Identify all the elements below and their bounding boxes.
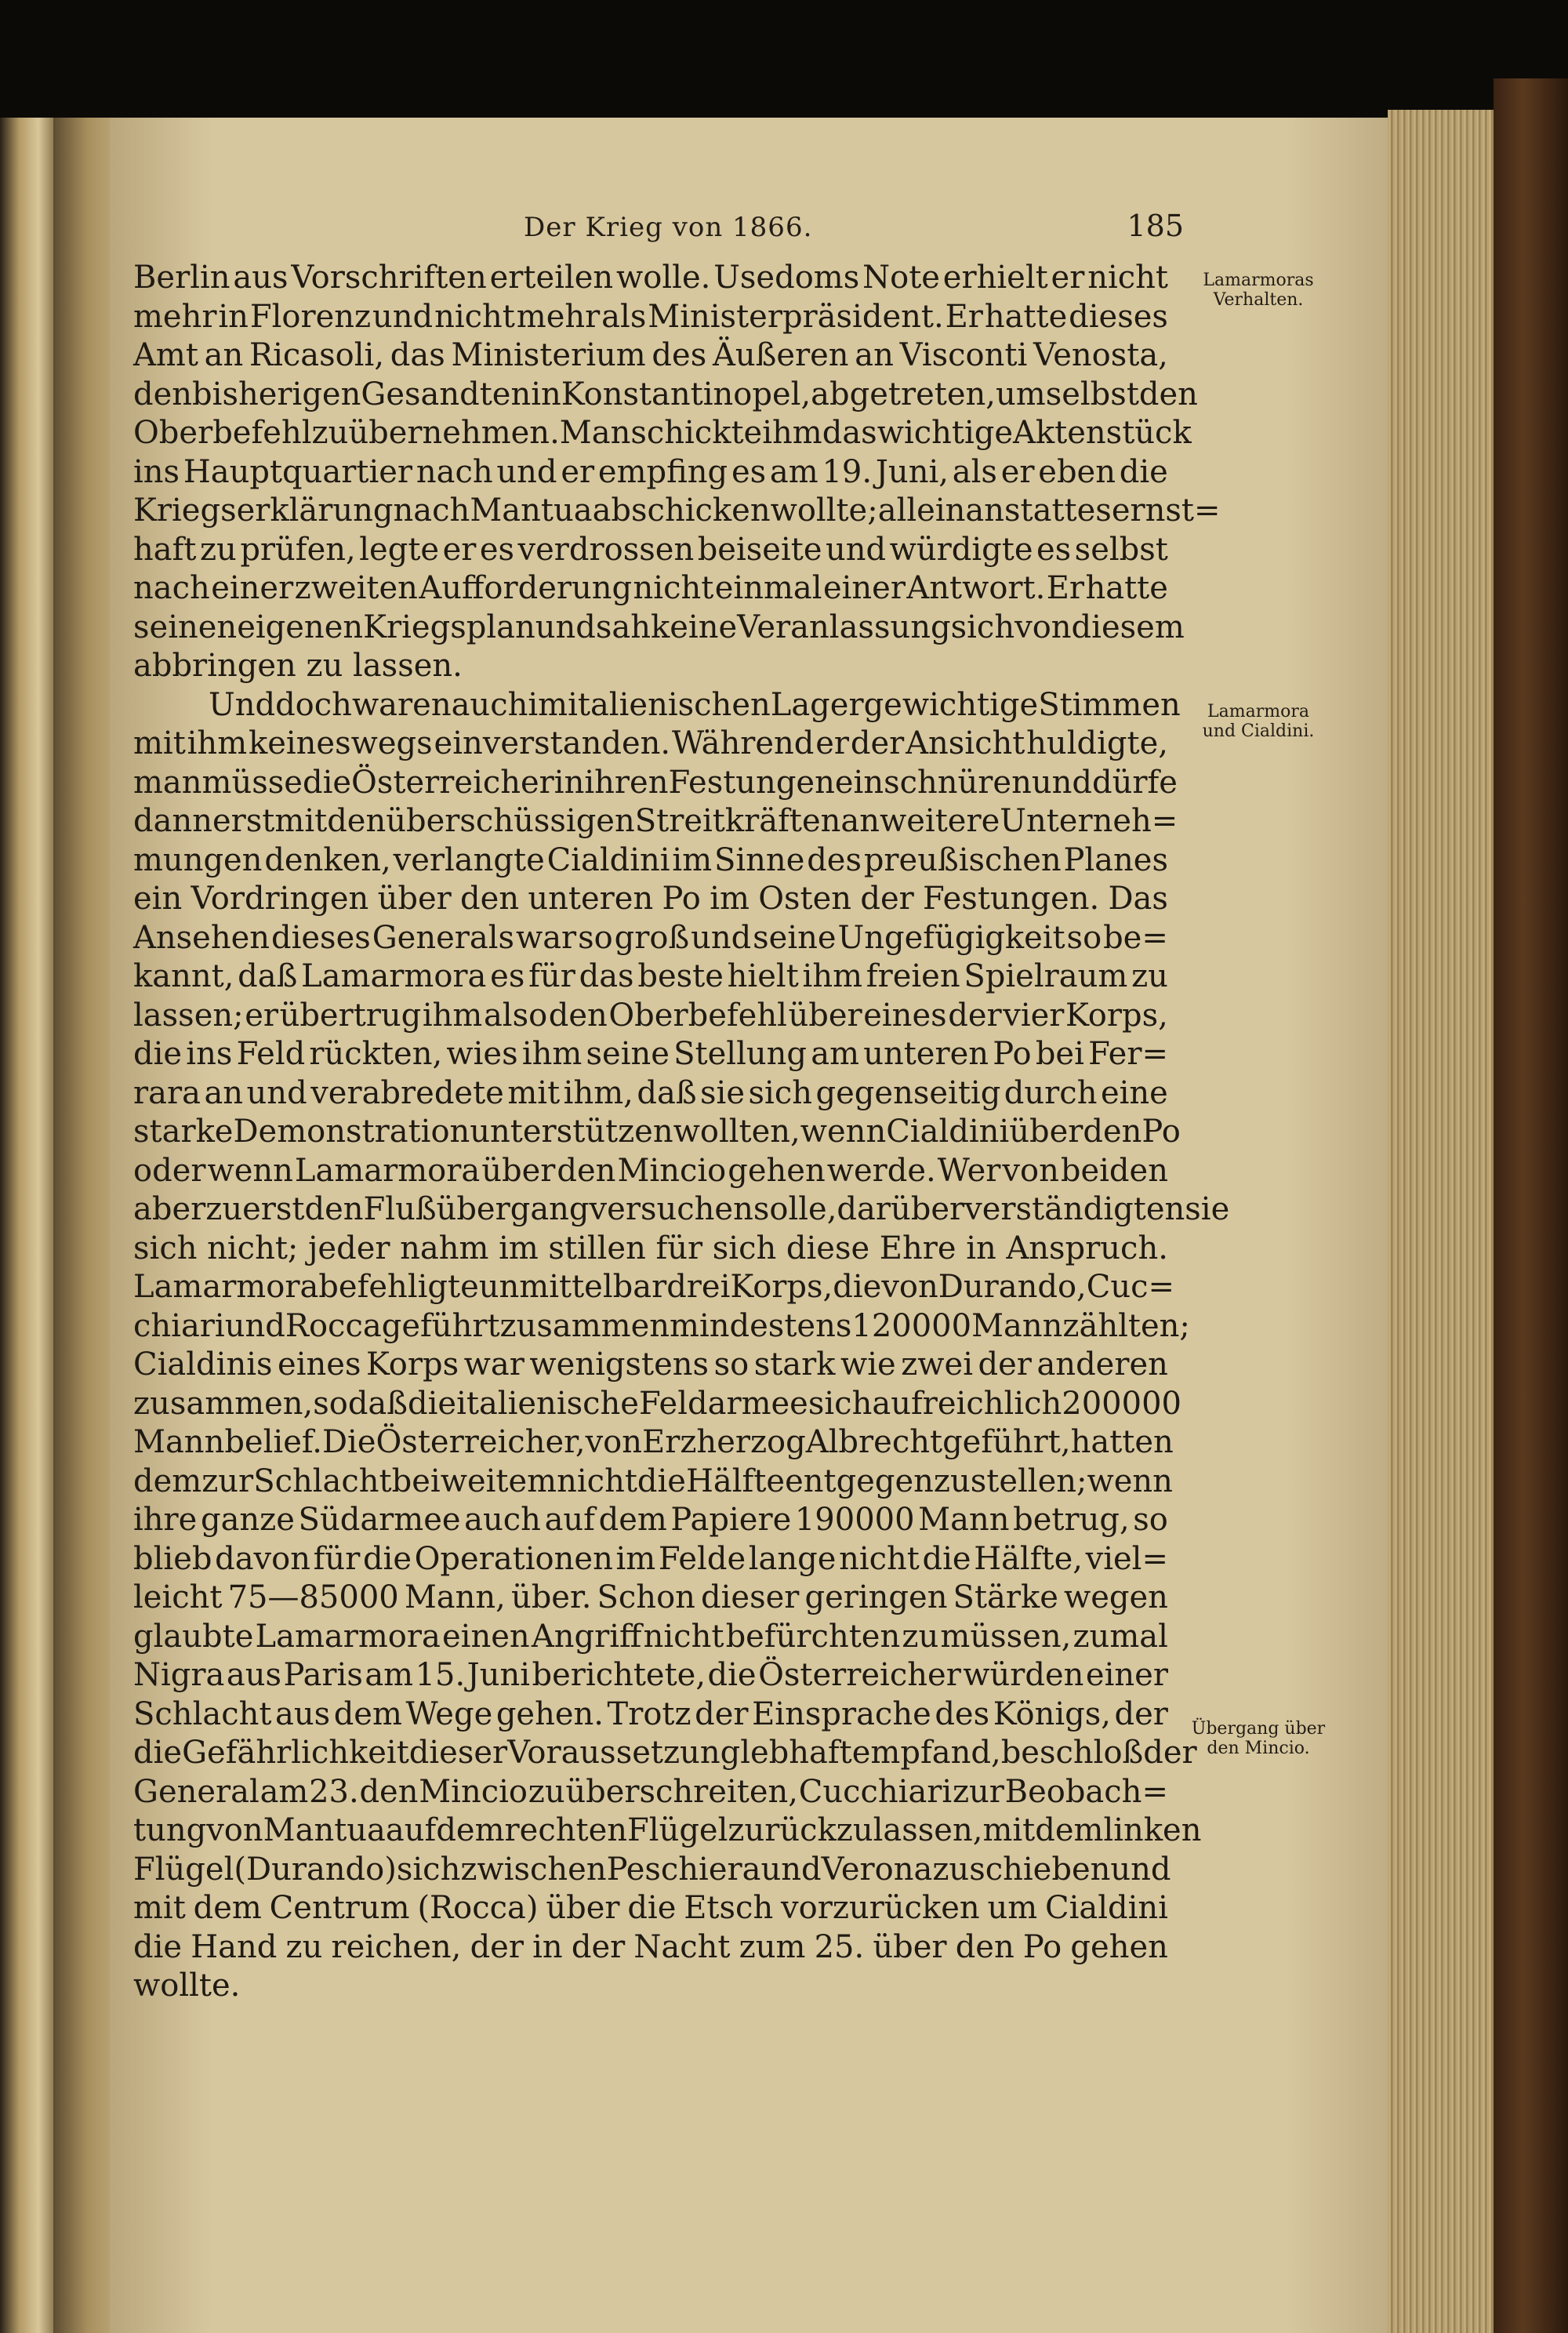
text-line: Mann belief. Die Österreicher, von Erzherzog Albrecht geführt, hatten xyxy=(133,1424,1174,1460)
page-stack-edge xyxy=(1388,110,1497,2333)
text-line: dann erst mit den überschüssigen Streitkräften an weitere Unterneh= xyxy=(133,803,1178,839)
text-line: leicht 75—85000 Mann, über. Schon dieser geringen Stärke wegen xyxy=(133,1579,1168,1615)
left-page-edge xyxy=(0,118,55,2333)
text-line: glaubte Lamarmora einen Angriff nicht befürchten zu müssen, zumal xyxy=(133,1618,1168,1655)
running-title: Der Krieg von 1866. xyxy=(524,212,813,243)
text-line: Lamarmora befehligte unmittelbar drei Korps, die von Durando, Cuc= xyxy=(133,1269,1175,1305)
text-line: Oberbefehl zu übernehmen. Man schickte ihm das wichtige Aktenstück xyxy=(133,415,1192,451)
text-line: chiari und Rocca geführt zusammen mindestens 120000 Mann zählten; xyxy=(133,1307,1190,1344)
text-line: mehr in Florenz und nicht mehr als Ministerpräsident. Er hatte dieses xyxy=(133,298,1168,335)
text-line: mit ihm keineswegs einverstanden. Während er der Ansicht huldigte, xyxy=(133,725,1168,761)
text-line: man müsse die Österreicher in ihren Festungen einschnüren und dürfe xyxy=(133,764,1178,801)
text-line: ihre ganze Südarmee auch auf dem Papiere 190000 Mann betrug, so xyxy=(133,1502,1168,1538)
text-line: starke Demonstration unterstützen wollten, wenn Cialdini über den Po xyxy=(133,1114,1181,1150)
text-line: Flügel (Durando) sich zwischen Peschiera und Verona zu schieben und xyxy=(133,1851,1171,1888)
text-line: die Gefährlichkeit dieser Voraussetzung lebhaft empfand, beschloß der xyxy=(133,1735,1197,1771)
text-line: aber zuerst den Flußübergang versuchen solle, darüber verständigten sie xyxy=(133,1191,1230,1227)
text-line: die Hand zu reichen, der in der Nacht zum 25. über den Po gehen xyxy=(133,1928,1168,1965)
text-line: tung von Mantua auf dem rechten Flügel zurückzulassen, mit dem linken xyxy=(133,1812,1202,1848)
margin-note-line: den Mincio. xyxy=(1207,1739,1310,1758)
text-line: Ansehen dieses Generals war so groß und seine Ungefügigkeit so be= xyxy=(133,919,1168,956)
book-cover-edge xyxy=(1494,78,1568,2333)
text-line: oder wenn Lamarmora über den Mincio gehen werde. Wer von beiden xyxy=(133,1152,1168,1189)
text-line: Amt an Ricasoli, das Ministerium des Äußeren an Visconti Venosta, xyxy=(133,337,1168,373)
text-line: seinen eigenen Kriegsplan und sah keine Veranlassung sich von diesem xyxy=(133,609,1185,645)
text-line: Berlin aus Vorschriften erteilen wolle. Usedoms Note erhielt er nicht xyxy=(133,260,1168,296)
text-line: Und doch waren auch im italienischen Lager gewichtige Stimmen xyxy=(209,686,1181,723)
text-line: ein Vordringen über den unteren Po im Osten der Festungen. Das xyxy=(133,881,1168,917)
margin-note-line: Übergang über xyxy=(1191,1719,1326,1739)
page-number: 185 xyxy=(1127,209,1184,243)
text-line: Cialdinis eines Korps war wenigstens so stark wie zwei der anderen xyxy=(133,1346,1168,1383)
margin-note-lamarmoras-verhalten xyxy=(1176,271,1341,310)
text-line: Schlacht aus dem Wege gehen. Trotz der Einsprache des Königs, der xyxy=(133,1695,1168,1732)
margin-note-line: Verhalten. xyxy=(1213,290,1304,310)
margin-note-line: Lamarmora xyxy=(1207,702,1309,721)
margin-note-line: und Cialdini. xyxy=(1202,721,1315,741)
text-line: blieb davon für die Operationen im Felde lange nicht die Hälfte, viel= xyxy=(133,1540,1168,1577)
text-line: rara an und verabredete mit ihm, daß sie sich gegenseitig durch eine xyxy=(133,1074,1168,1111)
text-line: abbringen zu lassen. xyxy=(133,648,463,684)
text-line: kannt, daß Lamarmora es für das beste hielt ihm freien Spielraum zu xyxy=(133,958,1168,994)
margin-note-line: Lamarmoras xyxy=(1203,271,1314,290)
text-line: mungen denken, verlangte Cialdini im Sinne des preußischen Planes xyxy=(133,841,1168,878)
text-line: lassen; er übertrug ihm also den Oberbefehl über eines der vier Korps, xyxy=(133,997,1168,1034)
text-line: haft zu prüfen, legte er es verdrossen beiseite und würdigte es selbst xyxy=(133,531,1168,568)
text-line: wollte. xyxy=(133,1968,241,2004)
page-header xyxy=(141,209,1184,251)
text-line: General am 23. den Mincio zu überschreiten, Cucchiari zur Beobach= xyxy=(133,1773,1168,1810)
text-line: nach einer zweiten Aufforderung nicht einmal einer Antwort. Er hatte xyxy=(133,570,1168,606)
text-line: Kriegserklärung nach Mantua abschicken wollte; allein anstatt es ernst= xyxy=(133,492,1221,529)
text-line: die ins Feld rückten, wies ihm seine Stellung am unteren Po bei Fer= xyxy=(133,1036,1168,1072)
text-line: den bisherigen Gesandten in Konstantinopel, abgetreten, um selbst den xyxy=(133,376,1198,412)
text-line: zusammen, sodaß die italienische Feldarmee sich auf reichlich 200000 xyxy=(133,1385,1181,1422)
margin-note-uebergang-ueber-den-mincio xyxy=(1176,1719,1341,1758)
text-line: mit dem Centrum (Rocca) über die Etsch vorzurücken um Cialdini xyxy=(133,1890,1168,1926)
margin-note-lamarmora-und-cialdini xyxy=(1176,702,1341,741)
text-line: ins Hauptquartier nach und er empfing es am 19. Juni, als er eben die xyxy=(133,453,1168,490)
text-line: dem zur Schlacht bei weitem nicht die Hälfte entgegenzustellen; wenn xyxy=(133,1463,1173,1499)
text-line: sich nicht; jeder nahm im stillen für sich diese Ehre in Anspruch. xyxy=(133,1230,1168,1266)
text-line: Nigra aus Paris am 15. Juni berichtete, die Österreicher würden einer xyxy=(133,1657,1168,1693)
body-text xyxy=(133,259,1230,2006)
